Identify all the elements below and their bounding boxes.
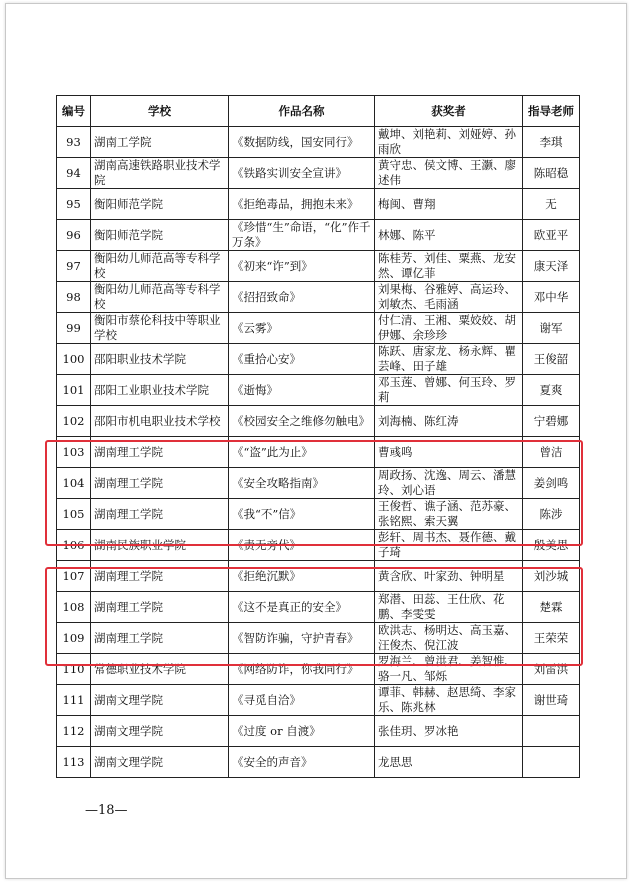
cell-school: 衡阳市蔡伦科技中等职业学校 xyxy=(91,313,229,344)
cell-teacher: 宁碧娜 xyxy=(523,406,580,437)
cell-number: 94 xyxy=(57,158,91,189)
header-school: 学校 xyxy=(91,96,229,127)
cell-work-title: 《拒绝毒品，拥抱未来》 xyxy=(229,189,375,220)
cell-winners: 罗海兰、曾洪君、姜智惟、骆一凡、邹烁 xyxy=(375,654,523,685)
cell-school: 湖南高速铁路职业技术学院 xyxy=(91,158,229,189)
cell-work-title: 《“盗”此为止》 xyxy=(229,437,375,468)
cell-number: 109 xyxy=(57,623,91,654)
cell-work-title: 《铁路实训安全宣讲》 xyxy=(229,158,375,189)
cell-number: 93 xyxy=(57,127,91,158)
awards-table xyxy=(56,95,580,778)
cell-teacher: 夏爽 xyxy=(523,375,580,406)
cell-winners: 王俊哲、谯子涵、范苏豪、张铭熙、索天翼 xyxy=(375,499,523,530)
cell-number: 106 xyxy=(57,530,91,561)
header-teacher: 指导老师 xyxy=(523,96,580,127)
table-row xyxy=(57,685,580,716)
table-row xyxy=(57,406,580,437)
cell-number: 97 xyxy=(57,251,91,282)
cell-work-title: 《招招致命》 xyxy=(229,282,375,313)
cell-school: 湖南理工学院 xyxy=(91,561,229,592)
cell-teacher: 欧亚平 xyxy=(523,220,580,251)
cell-work-title: 《寻觅自洽》 xyxy=(229,685,375,716)
cell-number: 96 xyxy=(57,220,91,251)
cell-work-title: 《珍惜“生”命语，“化”作千万条》 xyxy=(229,220,375,251)
cell-teacher: 殷美思 xyxy=(523,530,580,561)
cell-number: 100 xyxy=(57,344,91,375)
cell-school: 湖南理工学院 xyxy=(91,437,229,468)
page-number: —18— xyxy=(85,803,128,818)
cell-number: 103 xyxy=(57,437,91,468)
cell-number: 107 xyxy=(57,561,91,592)
cell-winners: 林娜、陈平 xyxy=(375,220,523,251)
cell-winners: 陈桂芳、刘佳、粟燕、龙安然、谭亿菲 xyxy=(375,251,523,282)
cell-number: 105 xyxy=(57,499,91,530)
cell-number: 108 xyxy=(57,592,91,623)
cell-number: 112 xyxy=(57,716,91,747)
cell-work-title: 《拒绝沉默》 xyxy=(229,561,375,592)
cell-winners: 郑潜、田蕊、王仕欣、花鹏、李雯雯 xyxy=(375,592,523,623)
cell-work-title: 《逝悔》 xyxy=(229,375,375,406)
cell-work-title: 《安全攻略指南》 xyxy=(229,468,375,499)
cell-teacher: 王俊韶 xyxy=(523,344,580,375)
cell-work-title: 《数据防线，国安同行》 xyxy=(229,127,375,158)
header-number: 编号 xyxy=(57,96,91,127)
cell-work-title: 《初来“诈”到》 xyxy=(229,251,375,282)
cell-teacher: 刘雷洪 xyxy=(523,654,580,685)
header-work-title: 作品名称 xyxy=(229,96,375,127)
cell-school: 常德职业技术学院 xyxy=(91,654,229,685)
cell-school: 湖南文理学院 xyxy=(91,716,229,747)
cell-teacher: 谢军 xyxy=(523,313,580,344)
cell-number: 104 xyxy=(57,468,91,499)
table-row xyxy=(57,127,580,158)
cell-school: 衡阳幼儿师范高等专科学校 xyxy=(91,251,229,282)
cell-number: 113 xyxy=(57,747,91,778)
cell-teacher: 刘沙城 xyxy=(523,561,580,592)
cell-winners: 黄含欣、叶家劲、钟明星 xyxy=(375,561,523,592)
cell-number: 110 xyxy=(57,654,91,685)
cell-school: 衡阳幼儿师范高等专科学校 xyxy=(91,282,229,313)
cell-school: 湖南理工学院 xyxy=(91,499,229,530)
cell-winners: 周政扬、沈逸、周云、潘慧玲、刘心语 xyxy=(375,468,523,499)
cell-winners: 龙思思 xyxy=(375,747,523,778)
cell-teacher: 李琪 xyxy=(523,127,580,158)
cell-school: 邵阳职业技术学院 xyxy=(91,344,229,375)
cell-teacher: 王荣荣 xyxy=(523,623,580,654)
cell-number: 99 xyxy=(57,313,91,344)
cell-winners: 黄守忠、侯文博、王灏、廖述伟 xyxy=(375,158,523,189)
cell-work-title: 《过度 or 自渡》 xyxy=(229,716,375,747)
table-row xyxy=(57,716,580,747)
cell-school: 衡阳师范学院 xyxy=(91,220,229,251)
cell-teacher: 姜剑鸣 xyxy=(523,468,580,499)
cell-work-title: 《智防诈骗，守护青春》 xyxy=(229,623,375,654)
cell-work-title: 《重拾心安》 xyxy=(229,344,375,375)
cell-school: 湖南文理学院 xyxy=(91,685,229,716)
cell-winners: 邓玉莲、曾娜、何玉玲、罗莉 xyxy=(375,375,523,406)
cell-teacher xyxy=(523,716,580,747)
cell-school: 湖南文理学院 xyxy=(91,747,229,778)
cell-work-title: 《这不是真正的安全》 xyxy=(229,592,375,623)
cell-work-title: 《安全的声音》 xyxy=(229,747,375,778)
cell-winners: 张佳玥、罗冰艳 xyxy=(375,716,523,747)
header-winners: 获奖者 xyxy=(375,96,523,127)
table-row xyxy=(57,747,580,778)
cell-winners: 刘海楠、陈红涛 xyxy=(375,406,523,437)
highlight-box-top xyxy=(45,440,583,546)
cell-winners: 戴坤、刘艳莉、刘娅婷、孙雨欣 xyxy=(375,127,523,158)
cell-work-title: 《校园安全之维修勿触电》 xyxy=(229,406,375,437)
cell-number: 101 xyxy=(57,375,91,406)
cell-number: 98 xyxy=(57,282,91,313)
cell-school: 衡阳师范学院 xyxy=(91,189,229,220)
cell-winners: 梅闽、曹翔 xyxy=(375,189,523,220)
cell-teacher: 谢世琦 xyxy=(523,685,580,716)
cell-winners: 谭菲、韩赫、赵思绮、李家乐、陈兆林 xyxy=(375,685,523,716)
cell-number: 95 xyxy=(57,189,91,220)
table-row xyxy=(57,375,580,406)
cell-winners: 刘果梅、谷雅婷、高运玲、刘敏杰、毛雨涵 xyxy=(375,282,523,313)
cell-winners: 彭轩、周书杰、聂作德、戴子琦 xyxy=(375,530,523,561)
cell-school: 湖南理工学院 xyxy=(91,592,229,623)
cell-school: 湖南理工学院 xyxy=(91,623,229,654)
cell-winners: 付仁清、王湘、粟姣姣、胡伊娜、余珍珍 xyxy=(375,313,523,344)
cell-winners: 曹彧鸣 xyxy=(375,437,523,468)
table-row xyxy=(57,251,580,282)
cell-teacher: 楚霖 xyxy=(523,592,580,623)
cell-teacher: 康天泽 xyxy=(523,251,580,282)
cell-work-title: 《网络防诈，你我同行》 xyxy=(229,654,375,685)
cell-school: 邵阳工业职业技术学院 xyxy=(91,375,229,406)
cell-number: 111 xyxy=(57,685,91,716)
cell-work-title: 《我“不”信》 xyxy=(229,499,375,530)
table-row xyxy=(57,220,580,251)
cell-teacher: 陈昭稳 xyxy=(523,158,580,189)
cell-winners: 陈跃、唐家龙、杨永辉、瞿芸峰、田子雄 xyxy=(375,344,523,375)
table-header-row xyxy=(57,96,580,127)
table-row xyxy=(57,158,580,189)
cell-school: 邵阳市机电职业技术学校 xyxy=(91,406,229,437)
cell-work-title: 《责无旁代》 xyxy=(229,530,375,561)
cell-teacher: 曾洁 xyxy=(523,437,580,468)
table-row xyxy=(57,313,580,344)
cell-school: 湖南民族职业学院 xyxy=(91,530,229,561)
cell-number: 102 xyxy=(57,406,91,437)
cell-work-title: 《云雾》 xyxy=(229,313,375,344)
highlight-box-bottom xyxy=(45,567,583,666)
table-row xyxy=(57,189,580,220)
cell-teacher: 无 xyxy=(523,189,580,220)
cell-school: 湖南理工学院 xyxy=(91,468,229,499)
cell-teacher: 陈涉 xyxy=(523,499,580,530)
cell-teacher: 邓中华 xyxy=(523,282,580,313)
table-row xyxy=(57,282,580,313)
cell-winners: 欧洪志、杨明达、高玉嘉、汪俊杰、倪江波 xyxy=(375,623,523,654)
cell-school: 湖南工学院 xyxy=(91,127,229,158)
cell-teacher xyxy=(523,747,580,778)
table-row xyxy=(57,344,580,375)
